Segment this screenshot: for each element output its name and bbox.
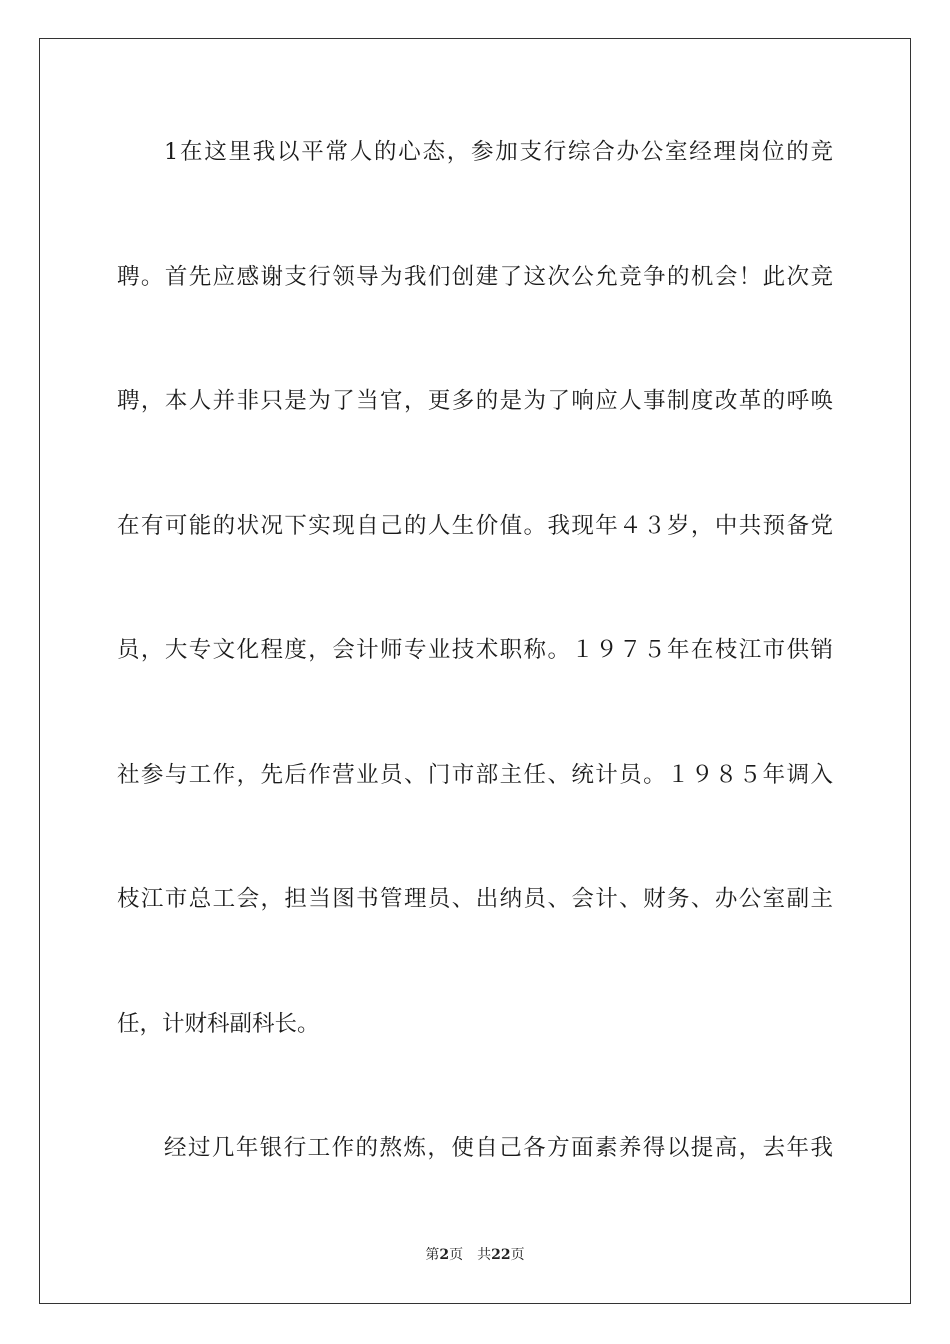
total-suffix: 页: [510, 1247, 525, 1263]
page-suffix: 页: [449, 1247, 464, 1263]
paragraph-1-line-2: 聘。首先应感谢支行领导为我们创建了这次公允竞争的机会！此次竞: [117, 264, 833, 290]
total-prefix: 共: [477, 1247, 492, 1263]
total-pages: 22: [491, 1247, 511, 1263]
paragraph-1-line-1: 1在这里我以平常人的心态，参加支行综合办公室经理岗位的竞: [164, 139, 833, 165]
paragraph-1-line-5: 员，大专文化程度，会计师专业技术职称。１９７５年在枝江市供销: [117, 637, 833, 663]
page-number: 2: [439, 1247, 450, 1263]
paragraph-1-line-4: 在有可能的状况下实现自己的人生价值。我现年４３岁，中共预备党: [117, 513, 833, 539]
paragraph-2-line-1: 经过几年银行工作的熬炼，使自己各方面素养得以提高，去年我: [164, 1135, 833, 1161]
paragraph-1-line-3: 聘，本人并非只是为了当官，更多的是为了响应人事制度改革的呼唤: [117, 388, 833, 414]
paragraph-1-line-6: 社参与工作，先后作营业员、门市部主任、统计员。１９８５年调入: [117, 762, 833, 788]
page-footer: [0, 1246, 950, 1264]
page-prefix: 第: [425, 1247, 440, 1263]
page-border: [39, 38, 911, 1304]
paragraph-1-line-8: 任，计财科副科长。: [117, 1011, 320, 1037]
paragraph-1-line-7: 枝江市总工会，担当图书管理员、出纳员、会计、财务、办公室副主: [117, 886, 833, 912]
